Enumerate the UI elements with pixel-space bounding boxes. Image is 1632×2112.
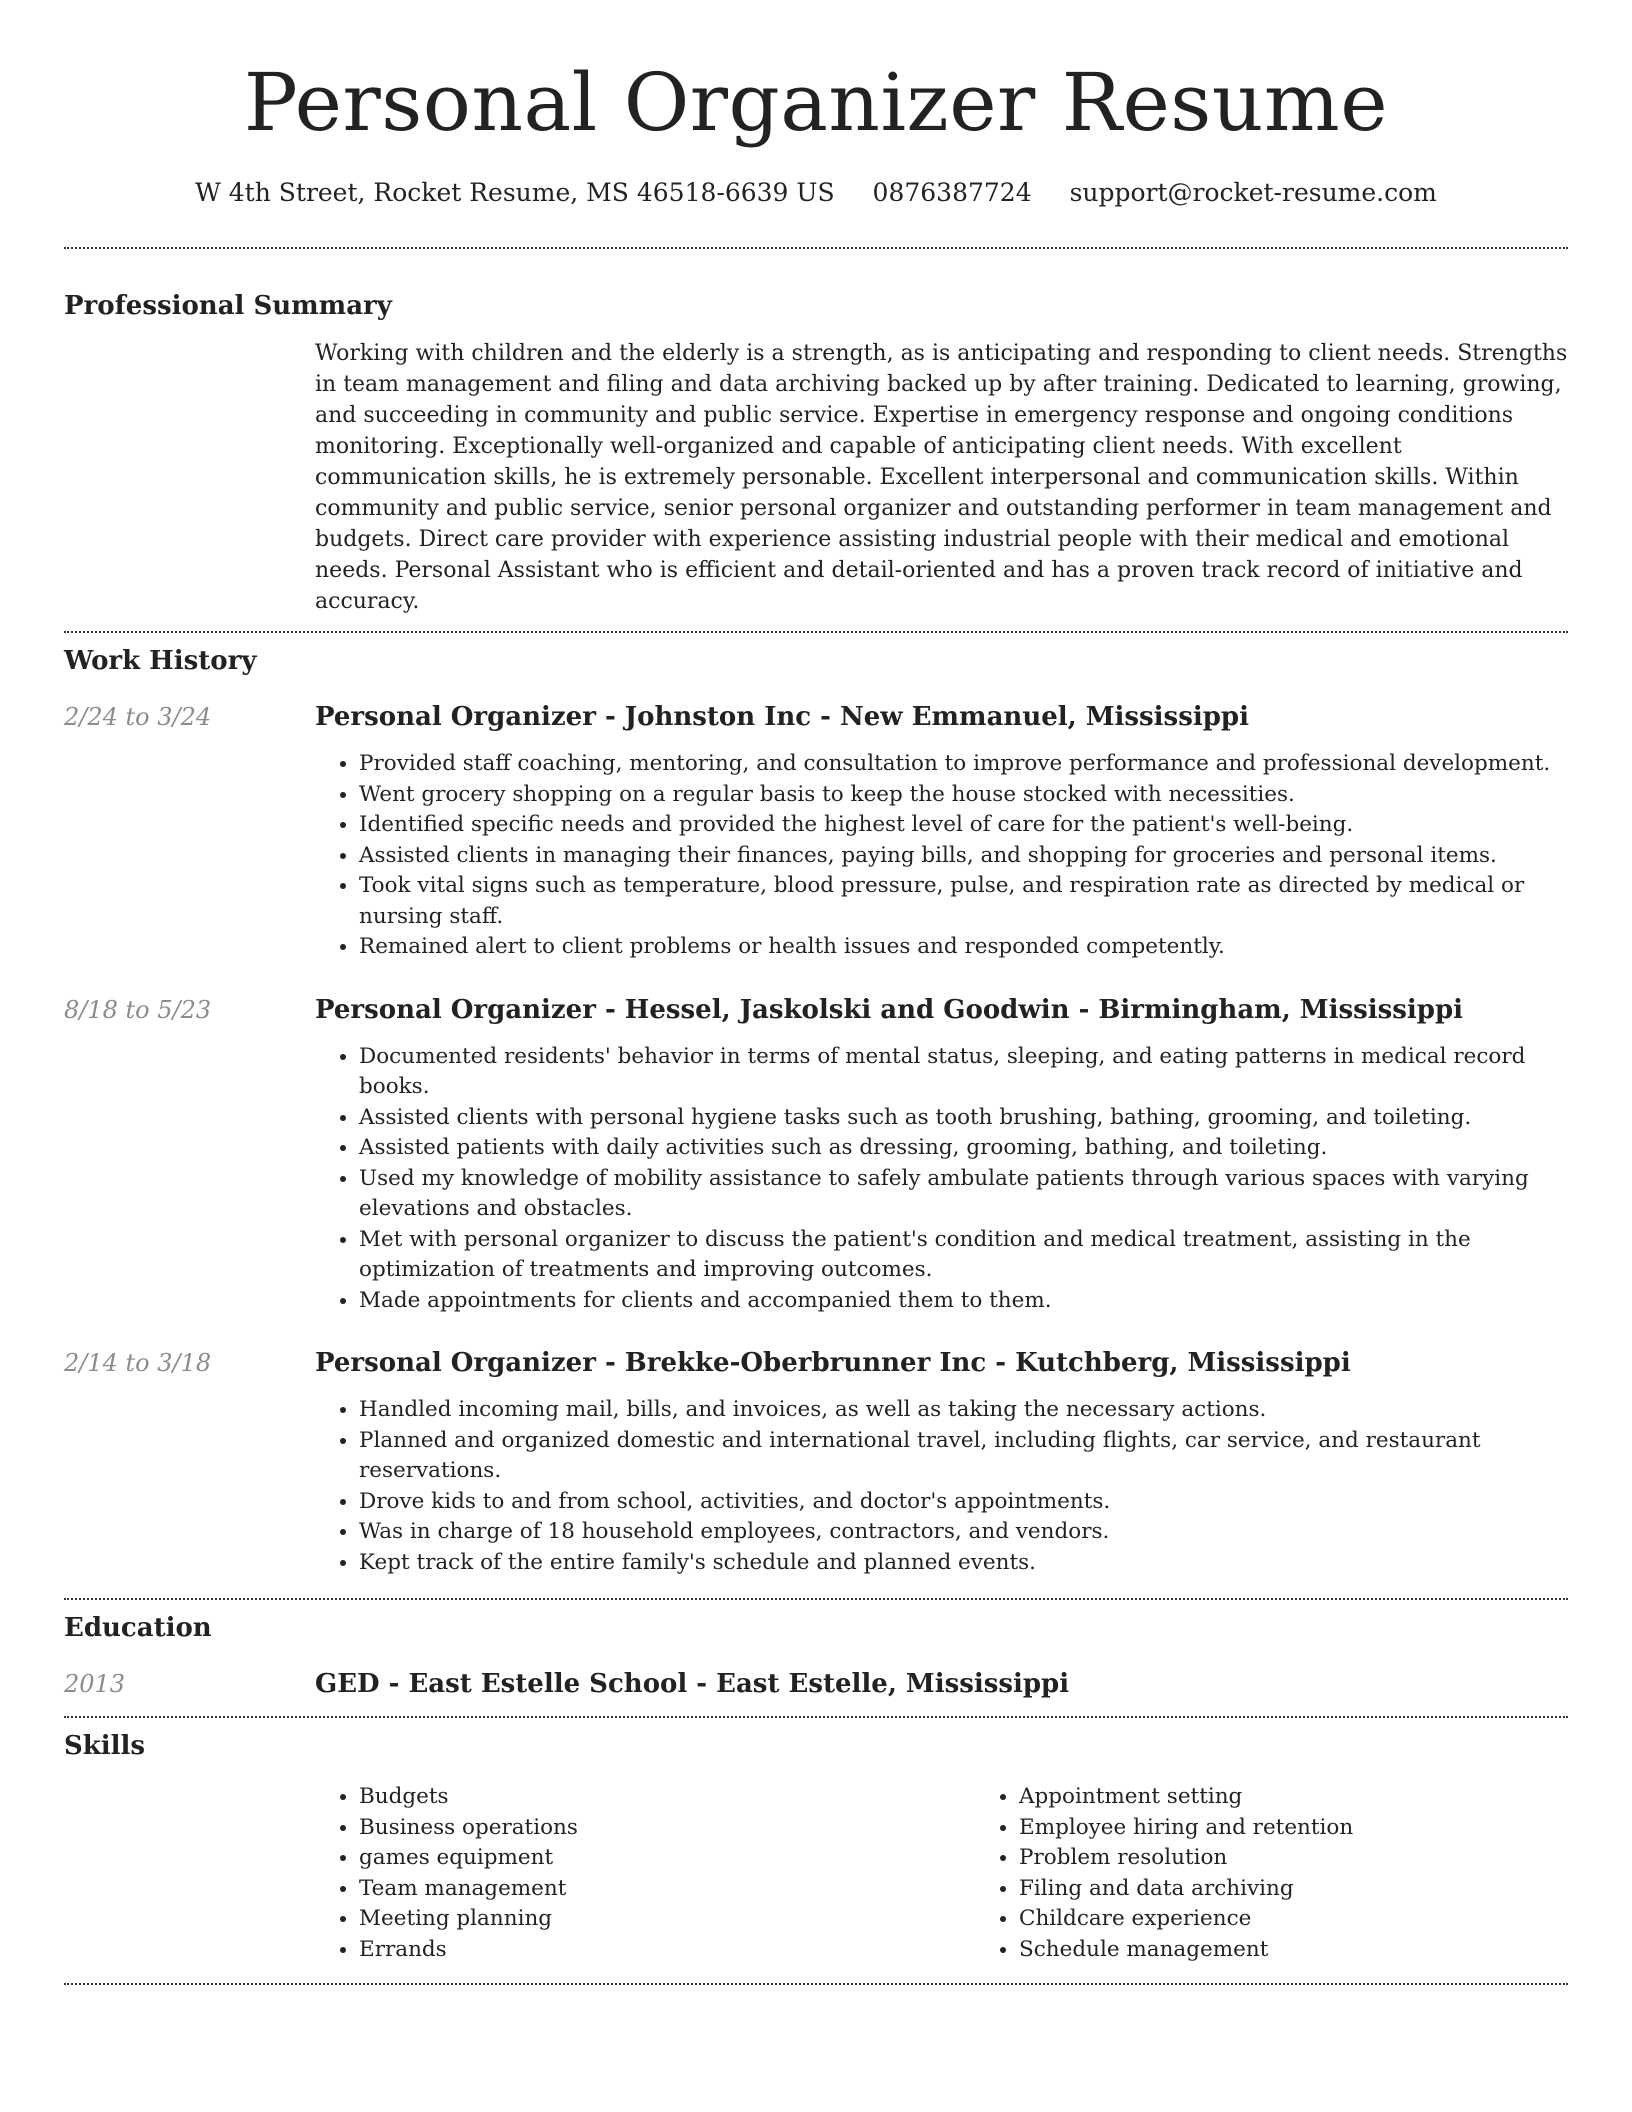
skills-list-right xyxy=(975,1782,1632,1965)
list-item: • Made appointments for clients and accompanied them to them. xyxy=(359,1286,1568,1317)
list-item: • Was in charge of 18 household employees, contractors, and vendors. xyxy=(359,1517,1568,1548)
skills-heading: Skills xyxy=(64,1731,146,1761)
list-item: • Documented residents' behavior in terms of mental status, sleeping, and eating patterns in medical record books. xyxy=(359,1042,1568,1103)
contact-line xyxy=(64,176,1568,210)
list-item: • Went grocery shopping on a regular basis to keep the house stocked with necessities. xyxy=(359,780,1568,811)
list-item: • Assisted clients with personal hygiene tasks such as tooth brushing, bathing, grooming, and toileting. xyxy=(359,1103,1568,1134)
list-item: • Provided staff coaching, mentoring, and consultation to improve performance and professional development. xyxy=(359,749,1568,780)
list-item: • Remained alert to client problems or health issues and responded competently. xyxy=(359,932,1568,963)
skill-item: • Business operations xyxy=(359,1813,975,1844)
education-section xyxy=(64,1611,1568,1701)
summary-heading: Professional Summary xyxy=(64,291,392,321)
list-item: • Handled incoming mail, bills, and invoices, as well as taking the necessary actions. xyxy=(359,1395,1568,1426)
divider xyxy=(64,1983,1568,1985)
job-title: Personal Organizer - Johnston Inc - New Emmanuel, Mississippi xyxy=(315,702,1249,732)
skill-item: • Childcare experience xyxy=(1019,1904,1632,1935)
education-title: GED - East Estelle School - East Estelle, Mississippi xyxy=(315,1669,1070,1699)
list-item: • Met with personal organizer to discuss the patient's condition and medical treatment, assisting in the optimization of treatments and improving outcomes. xyxy=(359,1225,1568,1286)
list-item: • Kept track of the entire family's schedule and planned events. xyxy=(359,1548,1568,1579)
page-title: Personal Organizer Resume xyxy=(243,56,1389,149)
skills-section xyxy=(64,1729,1568,1965)
divider xyxy=(64,1598,1568,1600)
skill-item: • Budgets xyxy=(359,1782,975,1813)
summary-text: Working with children and the elderly is a strength, as is anticipating and responding to client needs. Strengths in team management and filing and data archiving backed up by after training. Dedicated to learning, growing, and succeeding in community and public service. Expertise in emergency response and ongoing conditions monitoring. Exceptionally well-organized and capable of anticipating client needs. With excellent communication skills, he is extremely personable. Excellent interpersonal and communication skills. Within community and public service, senior personal organizer and outstanding performer in team management and budgets. Direct care provider with experience assisting industrial people with their medical and emotional needs. Personal Assistant who is efficient and detail-oriented and has a proven track record of initiative and accuracy. xyxy=(315,341,1568,614)
contact-phone: 0876387724 xyxy=(872,178,1032,207)
skill-item: • Team management xyxy=(359,1874,975,1905)
skills-list-left xyxy=(315,1782,975,1965)
list-item: • Drove kids to and from school, activities, and doctor's appointments. xyxy=(359,1487,1568,1518)
list-item: • Took vital signs such as temperature, blood pressure, pulse, and respiration rate as directed by medical or nursing staff. xyxy=(359,871,1568,932)
job-dates: 2/24 to 3/24 xyxy=(64,703,212,731)
skill-item: • games equipment xyxy=(359,1843,975,1874)
list-item: • Identified specific needs and provided the highest level of care for the patient's well-being. xyxy=(359,810,1568,841)
skill-item: • Problem resolution xyxy=(1019,1843,1632,1874)
skill-item: • Errands xyxy=(359,1935,975,1966)
skill-item: • Filing and data archiving xyxy=(1019,1874,1632,1905)
job-dates: 8/18 to 5/23 xyxy=(64,995,212,1024)
job-bullets xyxy=(315,1395,1568,1578)
education-entry xyxy=(64,1667,1568,1701)
job-entry xyxy=(64,993,1568,1317)
list-item: • Assisted clients in managing their finances, paying bills, and shopping for groceries and personal items. xyxy=(359,841,1568,872)
skill-item: • Employee hiring and retention xyxy=(1019,1813,1632,1844)
contact-address: W 4th Street, Rocket Resume, MS 46518-6639 US xyxy=(195,178,835,207)
list-item: • Used my knowledge of mobility assistance to safely ambulate patients through various spaces with varying elevations and obstacles. xyxy=(359,1164,1568,1225)
job-title: Personal Organizer - Hessel, Jaskolski and Goodwin - Birmingham, Mississippi xyxy=(315,994,1463,1025)
list-item: • Planned and organized domestic and international travel, including flights, car service, and restaurant reservations. xyxy=(359,1426,1568,1487)
contact-email: support@rocket-resume.com xyxy=(1069,178,1437,207)
divider xyxy=(64,247,1568,249)
work-section xyxy=(64,644,1568,1578)
work-heading: Work History xyxy=(64,646,257,676)
education-year: 2013 xyxy=(64,1670,126,1698)
job-dates: 2/14 to 3/18 xyxy=(64,1349,212,1377)
education-heading: Education xyxy=(64,1613,212,1643)
divider xyxy=(64,1716,1568,1718)
job-title: Personal Organizer - Brekke-Oberbrunner Inc - Kutchberg, Mississippi xyxy=(315,1348,1351,1378)
job-entry xyxy=(64,1346,1568,1578)
divider xyxy=(64,631,1568,633)
skill-item: • Schedule management xyxy=(1019,1935,1632,1966)
skill-item: • Appointment setting xyxy=(1019,1782,1632,1813)
job-bullets xyxy=(315,749,1568,963)
summary-section xyxy=(64,289,1568,617)
job-bullets xyxy=(315,1042,1568,1317)
skill-item: • Meeting planning xyxy=(359,1904,975,1935)
list-item: • Assisted patients with daily activities such as dressing, grooming, bathing, and toileting. xyxy=(359,1133,1568,1164)
job-entry xyxy=(64,700,1568,963)
